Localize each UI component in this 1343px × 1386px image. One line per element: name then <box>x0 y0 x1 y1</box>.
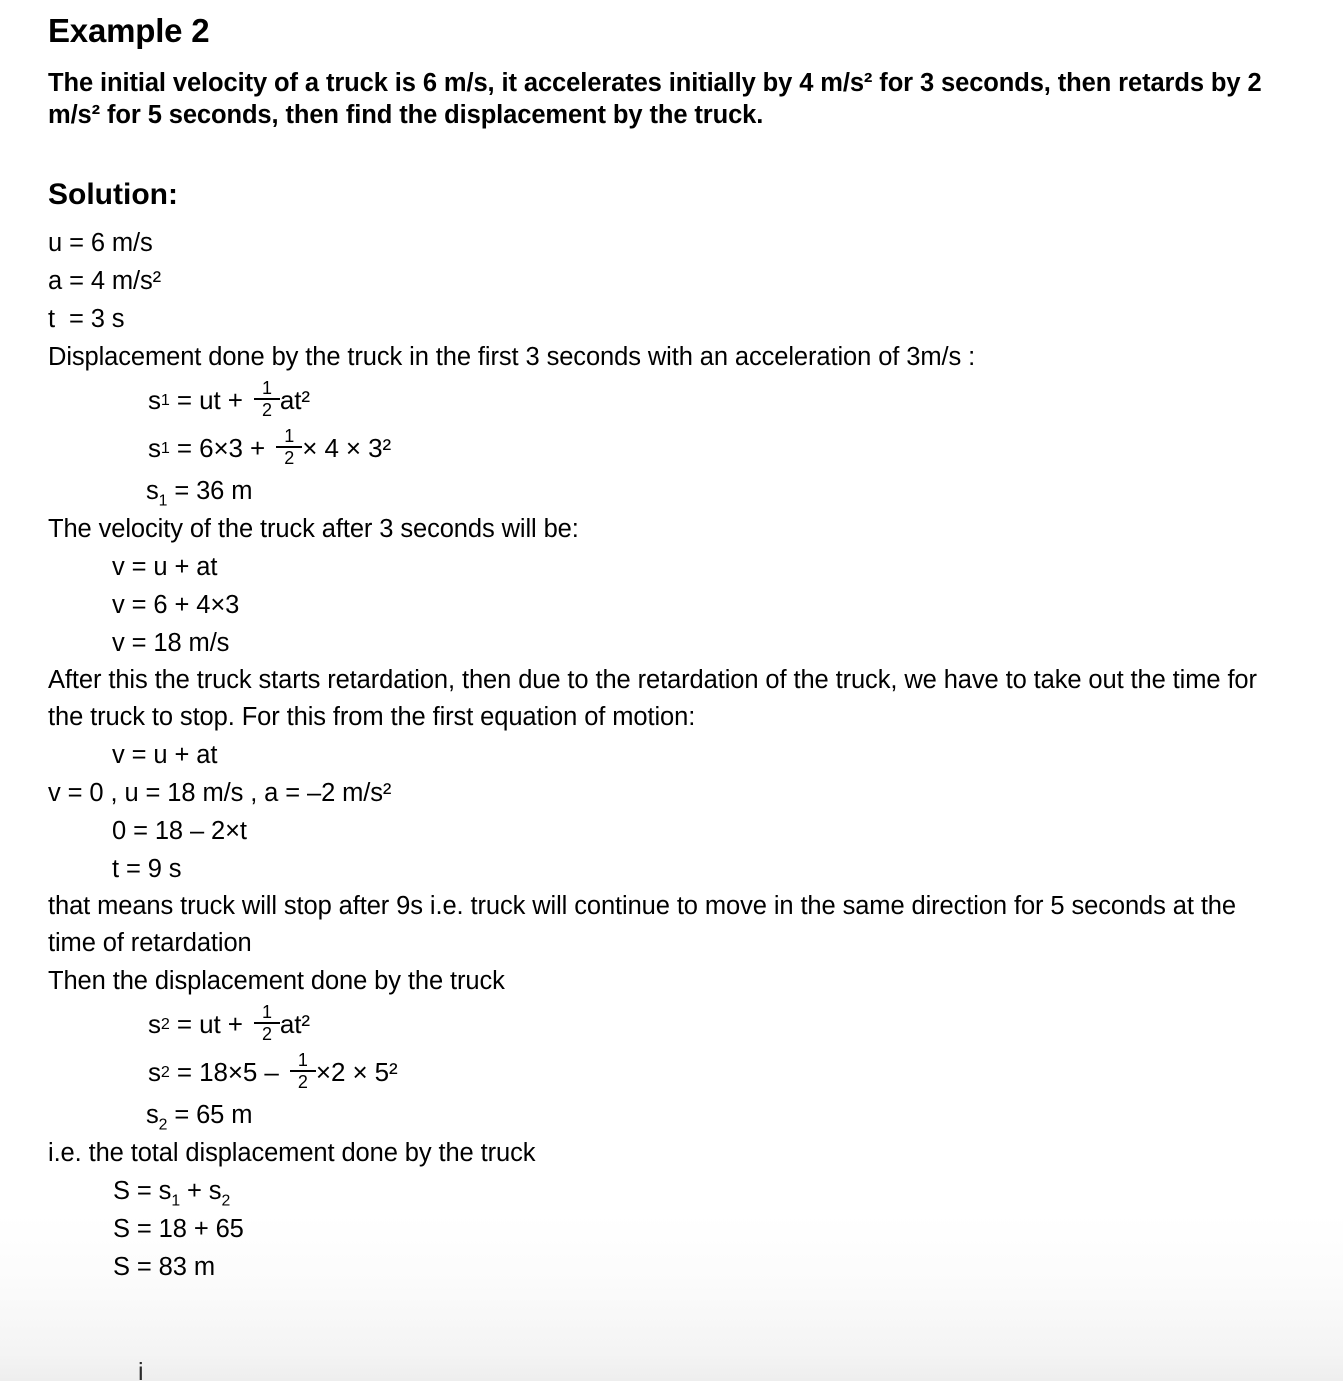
s2-subscript: 2 <box>158 1117 168 1135</box>
s2-result-value: = 65 m <box>167 1101 253 1130</box>
retardation-given-values: v = 0 , u = 18 m/s , a = –2 m/s² <box>48 779 392 808</box>
s1-result-value: = 36 m <box>167 477 253 506</box>
fraction-denominator: 2 <box>297 1072 308 1093</box>
s1-symbol: s <box>148 385 161 416</box>
fraction-one-half <box>254 379 280 421</box>
s2-symbol: s <box>146 1101 159 1130</box>
equation-s1-formula: s 1 = ut + $\frac{1}{2}$ at² <box>48 376 1295 424</box>
s1-operator-text: = ut + <box>169 385 250 416</box>
fraction-one-half <box>254 1003 280 1045</box>
equation-total-substituted: S = 18 + 65 <box>113 1215 244 1244</box>
part3-paragraph: After this the truck starts retardation, then due to the retardation of the truck, we have to take out the time for the truck to stop. For this from the first equation of motion: <box>48 666 1257 732</box>
equation-v-result: v = 18 m/s <box>112 629 230 658</box>
s2-values-tail: ×2 × 5² <box>315 1057 398 1088</box>
fraction-numerator: 1 <box>261 1001 272 1022</box>
equation-total-formula <box>48 1172 1295 1210</box>
fraction-denominator: 2 <box>284 448 295 469</box>
fraction-numerator: 1 <box>261 377 272 398</box>
cut-off-glyph: i <box>138 1358 144 1386</box>
s1-formula-tail: at² <box>279 385 310 416</box>
fraction-one-half <box>276 427 302 469</box>
equation-v-formula-again: v = u + at <box>112 741 218 770</box>
s2-operator-text: = ut + <box>169 1009 250 1040</box>
fraction-denominator: 2 <box>261 1024 272 1045</box>
s1-symbol: s <box>146 477 159 506</box>
equation-s2-formula: s 2 = ut + $\frac{1}{2}$ at² <box>48 1000 1295 1048</box>
part2-intro: The velocity of the truck after 3 seconds will be: <box>48 515 579 544</box>
s2-formula-tail: at² <box>279 1009 310 1040</box>
s2-symbol: s <box>148 1057 161 1088</box>
s2-subscript: 2 <box>221 1193 231 1211</box>
s1-subscript: 1 <box>158 493 168 511</box>
given-initial-velocity: u = 6 m/s <box>48 229 153 258</box>
s1-values-tail: × 4 × 3² <box>302 433 392 464</box>
part1-intro: Displacement done by the truck in the first 3 seconds with an acceleration of 3m/s : <box>48 343 976 372</box>
part5-intro: i.e. the total displacement done by the truck <box>48 1139 536 1168</box>
part4-paragraph: that means truck will stop after 9s i.e. truck will continue to move in the same direction for 5 seconds at the time of retardation <box>48 892 1236 958</box>
equation-s2-result <box>48 1096 1295 1134</box>
total-lhs: S = s <box>113 1177 172 1206</box>
equation-v-formula: v = u + at <box>112 553 218 582</box>
s1-symbol: s <box>148 433 161 464</box>
equation-stop-time-substituted: 0 = 18 – 2×t <box>112 817 247 846</box>
given-acceleration: a = 4 m/s² <box>48 267 162 296</box>
equation-s2-substituted: s 2 = 18×5 – $\frac{1}{2}$ ×2 × 5² <box>48 1048 1295 1096</box>
fraction-denominator: 2 <box>261 400 272 421</box>
equation-total-result: S = 83 m <box>113 1253 215 1282</box>
problem-statement: The initial velocity of a truck is 6 m/s, it accelerates initially by 4 m/s² for 3 seconds, then retards by 2 m/s² for 5 seconds, then find the displacement by the truck. <box>48 68 1262 129</box>
part4-intro: Then the displacement done by the truck <box>48 967 505 996</box>
equation-s1-result <box>48 472 1295 510</box>
fraction-one-half <box>290 1051 316 1093</box>
page-title: Example 2 <box>48 12 210 49</box>
equation-stop-time-result: t = 9 s <box>112 855 182 884</box>
fraction-numerator: 1 <box>284 425 295 446</box>
solution-heading: Solution: <box>48 177 178 211</box>
s2-values-text: = 18×5 – <box>169 1057 286 1088</box>
s2-symbol: s <box>148 1009 161 1040</box>
s1-subscript: 1 <box>171 1193 181 1211</box>
equation-v-substituted: v = 6 + 4×3 <box>112 591 240 620</box>
given-time: t = 3 s <box>48 305 125 334</box>
fraction-numerator: 1 <box>297 1049 308 1070</box>
total-plus: + s <box>180 1177 222 1206</box>
equation-s1-substituted: s 1 = 6×3 + $\frac{1}{2}$ × 4 × 3² <box>48 424 1295 472</box>
s1-values-text: = 6×3 + <box>169 433 273 464</box>
